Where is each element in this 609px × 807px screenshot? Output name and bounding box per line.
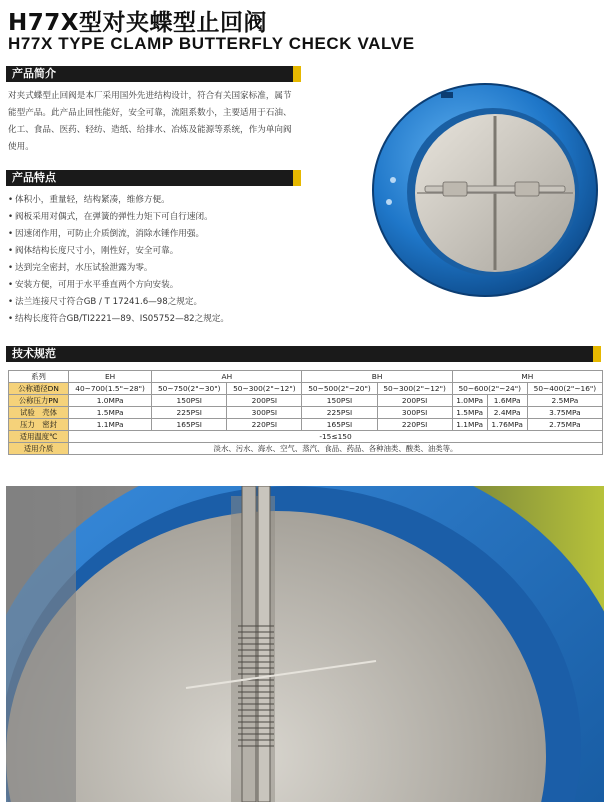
- table-cell: 公称压力PN: [9, 395, 69, 407]
- table-cell: 165PSI: [152, 419, 227, 431]
- table-cell: 公称通径DN: [9, 383, 69, 395]
- table-row: [9, 395, 603, 407]
- bullet-icon: •: [8, 263, 14, 273]
- table-cell: EH: [69, 371, 152, 383]
- table-cell: BH: [302, 371, 452, 383]
- table-cell: 适用介质: [9, 443, 69, 455]
- feature-item: • 因速闭作用，可防止介质倒流，消除水锤作用强。: [8, 226, 300, 243]
- table-cell: 适用温度℃: [9, 431, 69, 443]
- table-cell: 50~600(2"~24"): [452, 383, 527, 395]
- feature-item: • 达到完全密封，水压试验泄露为零。: [8, 260, 300, 277]
- table-row: [9, 407, 603, 419]
- section-heading-intro: [6, 66, 301, 82]
- table-cell: 2.75MPa: [527, 419, 602, 431]
- table-cell: 50~750(2"~30"): [152, 383, 227, 395]
- table-cell: 40~700(1.5"~28"): [69, 383, 152, 395]
- feature-item: • 体积小，重量轻，结构紧凑，维修方便。: [8, 192, 300, 209]
- table-cell: 165PSI: [302, 419, 377, 431]
- table-cell: 220PSI: [377, 419, 452, 431]
- table-cell: 225PSI: [302, 407, 377, 419]
- table-cell: 1.1MPa: [69, 419, 152, 431]
- bullet-icon: •: [8, 229, 14, 239]
- table-cell: 150PSI: [302, 395, 377, 407]
- table-cell: 50~500(2"~20"): [302, 383, 377, 395]
- feature-item: • 安装方便，可用于水平垂直两个方向安装。: [8, 277, 300, 294]
- table-cell: 1.76MPa: [487, 419, 527, 431]
- table-cell: 试验 壳体: [9, 407, 69, 419]
- heading-accent: [293, 170, 301, 186]
- spec-table: [8, 370, 603, 455]
- page-title-en: H77X TYPE CLAMP BUTTERFLY CHECK VALVE: [8, 34, 415, 53]
- table-cell: 系列: [9, 371, 69, 383]
- table-cell: 220PSI: [227, 419, 302, 431]
- heading-accent: [593, 346, 601, 362]
- feature-item: • 结构长度符合GB/TI2221—89、IS05752—82之规定。: [8, 311, 300, 328]
- specs-heading-text: 技术规范: [12, 347, 56, 360]
- feature-item: • 阀板采用对偶式，在弹簧的弹性力矩下可自行速闭。: [8, 209, 300, 226]
- bullet-icon: •: [8, 195, 14, 205]
- table-cell: 225PSI: [152, 407, 227, 419]
- table-cell: 150PSI: [152, 395, 227, 407]
- table-cell: 淡水、污水、海水、空气、蒸汽、食品、药品、各种油类、酸类、油类等。: [69, 443, 603, 455]
- table-row: [9, 419, 603, 431]
- features-list: [8, 192, 300, 328]
- table-cell: 300PSI: [227, 407, 302, 419]
- table-cell: 1.5MPa: [69, 407, 152, 419]
- table-cell: 300PSI: [377, 407, 452, 419]
- valve-closeup-photo: [6, 486, 604, 802]
- table-cell: 3.75MPa: [527, 407, 602, 419]
- bullet-icon: •: [8, 280, 14, 290]
- table-cell: 50~400(2"~16"): [527, 383, 602, 395]
- table-cell: 1.5MPa: [452, 407, 487, 419]
- section-heading-specs: [6, 346, 601, 362]
- feature-item: • 法兰连接尺寸符合GB / T 17241.6—98之规定。: [8, 294, 300, 311]
- table-cell: 1.1MPa: [452, 419, 487, 431]
- table-cell: 50~300(2"~12"): [377, 383, 452, 395]
- table-cell: 1.0MPa: [69, 395, 152, 407]
- page-title-cn: H77X型对夹蝶型止回阀: [8, 10, 267, 36]
- bullet-icon: •: [8, 314, 14, 324]
- section-heading-features: [6, 170, 301, 186]
- table-cell: 200PSI: [227, 395, 302, 407]
- valve-product-photo: [355, 72, 605, 302]
- bullet-icon: •: [8, 297, 14, 307]
- table-cell: MH: [452, 371, 602, 383]
- table-cell: 50~300(2"~12"): [227, 383, 302, 395]
- table-cell: 1.6MPa: [487, 395, 527, 407]
- table-cell: 2.5MPa: [527, 395, 602, 407]
- table-row: [9, 383, 603, 395]
- bullet-icon: •: [8, 212, 14, 222]
- features-heading-text: 产品特点: [12, 171, 56, 184]
- feature-item: • 阀体结构长度尺寸小，刚性好，安全可靠。: [8, 243, 300, 260]
- heading-accent: [293, 66, 301, 82]
- table-row: [9, 431, 603, 443]
- table-cell: AH: [152, 371, 302, 383]
- table-cell: 200PSI: [377, 395, 452, 407]
- table-cell: 压力 密封: [9, 419, 69, 431]
- table-row: [9, 371, 603, 383]
- table-cell: -15≤150: [69, 431, 603, 443]
- intro-heading-text: 产品简介: [12, 67, 56, 80]
- table-cell: 2.4MPa: [487, 407, 527, 419]
- table-row: [9, 443, 603, 455]
- bullet-icon: •: [8, 246, 14, 256]
- table-cell: 1.0MPa: [452, 395, 487, 407]
- intro-text: 对夹式蝶型止回阀是本厂采用国外先进结构设计，符合有关国家标准，属节能型产品。此产品止回性能好，安全可靠，流阻系数小，主要适用于石油、化工、食品、医药、轻纺、造纸、给排水、冶炼及能源等系统，作为单向阀使用。: [8, 91, 292, 152]
